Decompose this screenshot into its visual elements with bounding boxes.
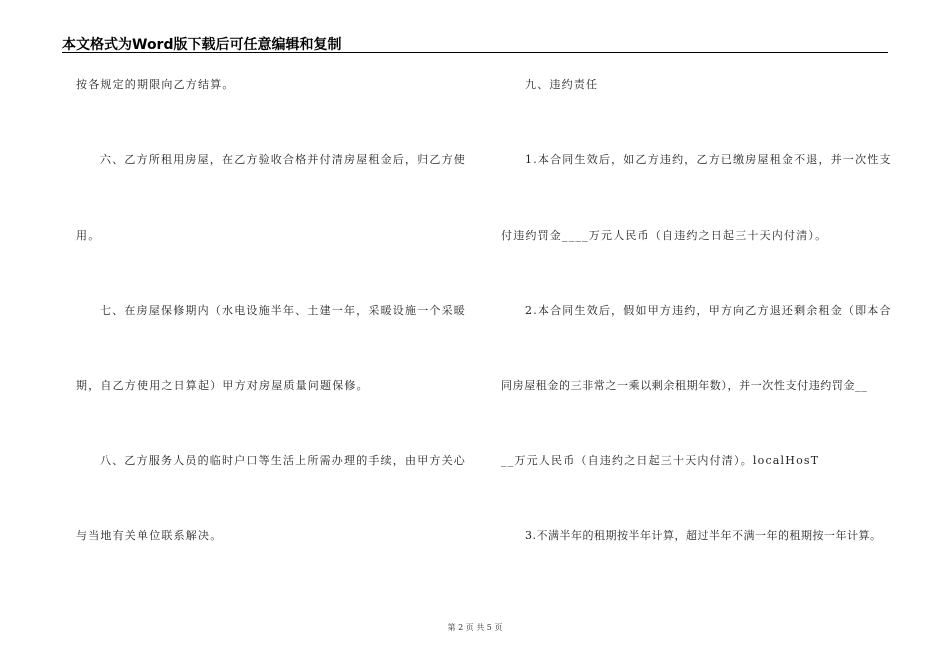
left-line-2: 六、乙方所租用房屋，在乙方验收合格并付清房屋租金后，归乙方使 <box>100 153 466 166</box>
right-line-1: 九、违约责任 <box>525 78 599 91</box>
right-line-4: 2.本合同生效后，假如甲方违约，甲方向乙方退还剩余租金（即本合 <box>525 304 892 317</box>
page-number-footer: 第 2 页 共 5 页 <box>447 623 503 632</box>
right-line-7: 3.不满半年的租期按半年计算，超过半年不满一年的租期按一年计算。 <box>525 529 882 542</box>
right-line-2: 1.本合同生效后，如乙方违约，乙方已缴房屋租金不退，并一次性支 <box>525 153 892 166</box>
left-line-7: 与当地有关单位联系解决。 <box>76 529 223 542</box>
right-line-5: 同房屋租金的三非常之一乘以剩余租期年数），并一次性支付违约罚金__ <box>501 379 868 392</box>
left-line-4: 七、在房屋保修期内（水电设施半年、土建一年，采暖设施一个采暖 <box>100 304 466 317</box>
left-line-6: 八、乙方服务人员的临时户口等生活上所需办理的手续，由甲方关心 <box>100 454 466 467</box>
document-header-title: 本文格式为Word版下载后可任意编辑和复制 <box>62 37 342 53</box>
left-line-5: 期，自乙方使用之日算起）甲方对房屋质量问题保修。 <box>76 379 369 392</box>
right-line-6: __万元人民币（自违约之日起三十天内付清）。localHosT <box>501 454 820 467</box>
left-line-3: 用。 <box>76 229 101 242</box>
left-line-1: 按各规定的期限向乙方结算。 <box>76 78 235 91</box>
header-divider <box>62 52 888 53</box>
right-line-3: 付违约罚金____万元人民币（自违约之日起三十天内付清）。 <box>501 229 828 242</box>
